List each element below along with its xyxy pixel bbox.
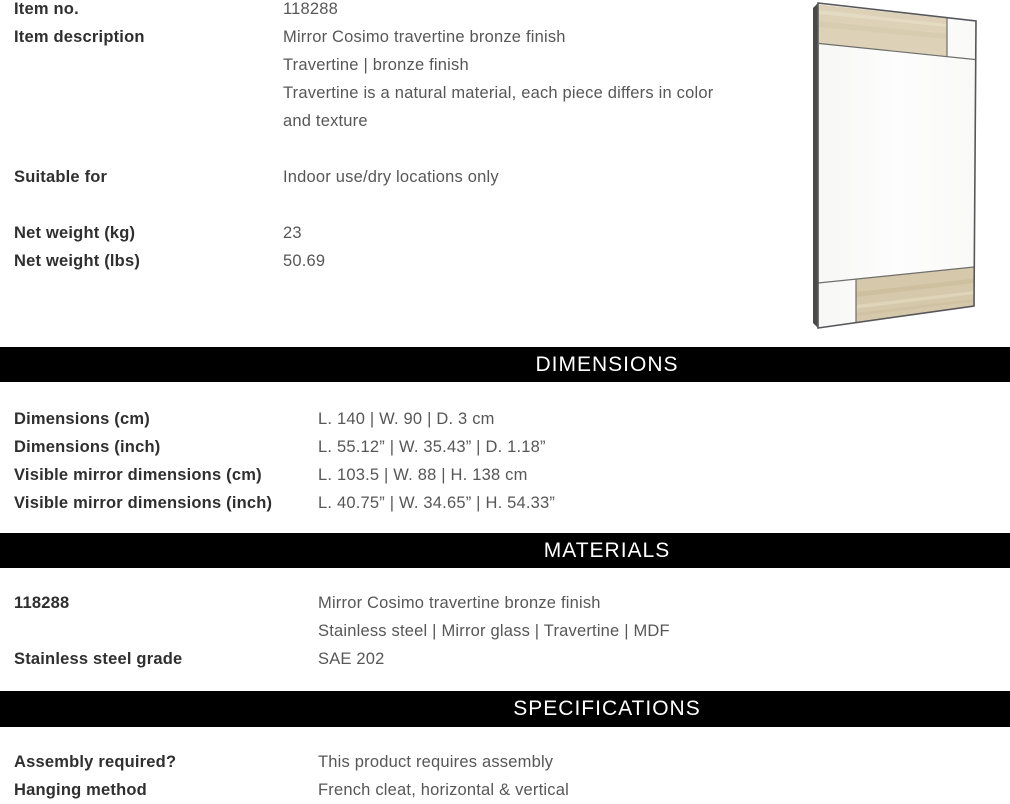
row-label: Net weight (lbs): [14, 252, 141, 270]
row-label: Item description: [14, 28, 145, 46]
dimensions-table: [14, 405, 806, 517]
product-image-mirror: [780, 0, 1010, 345]
product-info-block: [14, 0, 806, 275]
row-label: 118288: [14, 594, 70, 612]
table-row: [14, 433, 806, 461]
row-value-multiline: [283, 23, 713, 135]
table-row: [14, 645, 806, 673]
table-row: [14, 617, 806, 645]
table-row: [14, 589, 806, 617]
description-line: Travertine is a natural material, each piece differs in color: [283, 84, 714, 102]
row-label: Visible mirror dimensions (inch): [14, 494, 273, 512]
row-value: L. 103.5 | W. 88 | H. 138 cm: [318, 466, 528, 484]
materials-table: [14, 589, 806, 673]
section-title: DIMENSIONS: [535, 353, 679, 376]
row-label: Assembly required?: [14, 753, 177, 771]
info-row-net-weight-kg: [14, 219, 806, 247]
info-row-suitable-for: [14, 163, 806, 191]
table-row: [14, 748, 806, 776]
row-label: Suitable for: [14, 168, 108, 186]
row-value: 50.69: [283, 252, 326, 270]
row-label: Visible mirror dimensions (cm): [14, 466, 262, 484]
section-title: SPECIFICATIONS: [513, 697, 701, 720]
spacer: [14, 191, 806, 219]
spacer: [14, 135, 806, 163]
row-value: Mirror Cosimo travertine bronze finish: [318, 594, 601, 612]
row-label: Net weight (kg): [14, 224, 136, 242]
row-value: L. 40.75” | W. 34.65” | H. 54.33”: [318, 494, 556, 512]
row-value: SAE 202: [318, 650, 385, 668]
specifications-table: [14, 748, 806, 804]
info-row-net-weight-lbs: [14, 247, 806, 275]
row-value: This product requires assembly: [318, 753, 554, 771]
description-line: and texture: [283, 112, 368, 130]
description-line: Travertine | bronze finish: [283, 56, 469, 74]
row-label: Stainless steel grade: [14, 650, 183, 668]
row-label: [14, 617, 318, 645]
info-row-item-description: [14, 23, 806, 135]
row-value: Indoor use/dry locations only: [283, 168, 499, 186]
table-row: [14, 461, 806, 489]
row-value: L. 140 | W. 90 | D. 3 cm: [318, 410, 495, 428]
row-value: 118288: [283, 0, 339, 18]
description-line: Mirror Cosimo travertine bronze finish: [283, 28, 566, 46]
row-value: Stainless steel | Mirror glass | Travertine | MDF: [318, 622, 670, 640]
row-label: Item no.: [14, 0, 79, 18]
section-banner-dimensions: [0, 347, 1010, 382]
row-label: Dimensions (cm): [14, 410, 150, 428]
table-row: [14, 489, 806, 517]
section-title: MATERIALS: [543, 539, 671, 562]
row-label: Hanging method: [14, 781, 147, 799]
table-row: [14, 776, 806, 804]
row-value: French cleat, horizontal & vertical: [318, 781, 569, 799]
section-banner-materials: [0, 533, 1010, 568]
section-banner-specifications: [0, 691, 1010, 727]
row-label: Dimensions (inch): [14, 438, 161, 456]
table-row: [14, 405, 806, 433]
info-row-item-no: [14, 0, 806, 23]
row-value: 23: [283, 224, 302, 242]
row-value: L. 55.12” | W. 35.43” | D. 1.18”: [318, 438, 546, 456]
